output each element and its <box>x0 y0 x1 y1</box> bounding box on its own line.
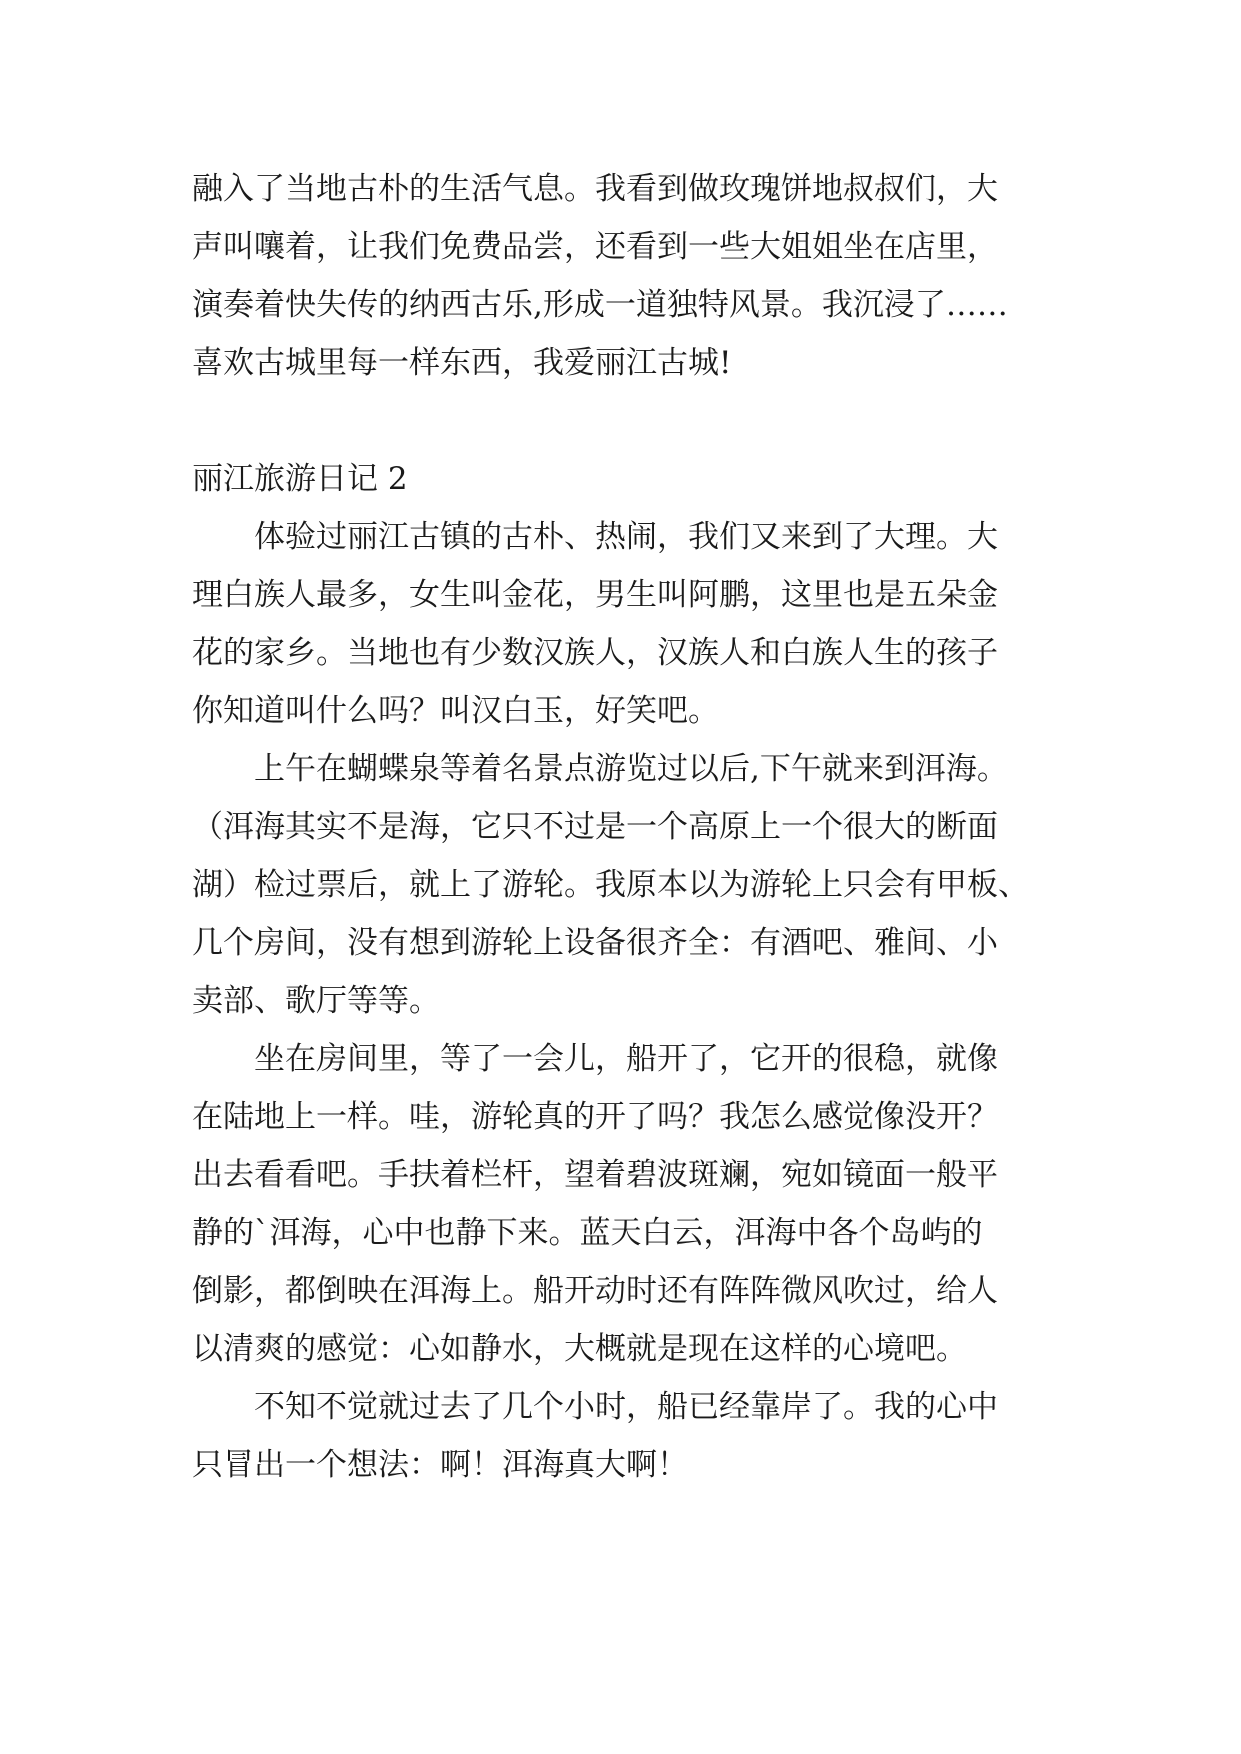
paragraph-erhai-cruise <box>192 740 1072 1030</box>
paragraph-dali <box>192 508 1072 740</box>
text-line: 喜欢古城里每一样东西，我爱丽江古城! <box>192 345 732 381</box>
text-line: 静的`洱海，心中也静下来。蓝天白云，洱海中各个岛屿的 <box>192 1215 983 1251</box>
text-line: 卖部、歌厅等等。 <box>192 983 440 1019</box>
text-line: 体验过丽江古镇的古朴、热闹，我们又来到了大理。大 <box>254 519 998 555</box>
text-line: 演奏着快失传的纳西古乐,形成一道独特风景。我沉浸了…… <box>192 287 1008 323</box>
text-line: 只冒出一个想法：啊！洱海真大啊！ <box>192 1447 688 1483</box>
paragraph-gap <box>192 392 1072 450</box>
text-line: 融入了当地古朴的生活气息。我看到做玫瑰饼地叔叔们，大 <box>192 171 998 207</box>
text-line: 以清爽的感觉：心如静水，大概就是现在这样的心境吧。 <box>192 1331 967 1367</box>
text-line: 倒影，都倒映在洱海上。船开动时还有阵阵微风吹过，给人 <box>192 1273 998 1309</box>
text-line: 花的家乡。当地也有少数汉族人，汉族人和白族人生的孩子 <box>192 635 998 671</box>
text-line: 理白族人最多，女生叫金花，男生叫阿鹏，这里也是五朵金 <box>192 577 998 613</box>
text-line: （洱海其实不是海，它只不过是一个高原上一个很大的断面 <box>192 809 998 845</box>
text-line: 上午在蝴蝶泉等着名景点游览过以后,下午就来到洱海。 <box>254 751 1008 787</box>
text-line: 几个房间，没有想到游轮上设备很齐全：有酒吧、雅间、小 <box>192 925 998 961</box>
document-body <box>192 160 1072 1494</box>
text-line: 出去看看吧。手扶着栏杆，望着碧波斑斓，宛如镜面一般平 <box>192 1157 998 1193</box>
text-line: 声叫嚷着，让我们免费品尝，还看到一些大姐姐坐在店里， <box>192 229 998 265</box>
text-line: 湖）检过票后，就上了游轮。我原本以为游轮上只会有甲板、 <box>192 867 1029 903</box>
text-line: 在陆地上一样。哇，游轮真的开了吗？我怎么感觉像没开？ <box>192 1099 998 1135</box>
paragraph-ending <box>192 1378 1072 1494</box>
text-line: 坐在房间里，等了一会儿，船开了，它开的很稳，就像 <box>254 1041 998 1077</box>
paragraph-on-board <box>192 1030 1072 1378</box>
text-line: 你知道叫什么吗？叫汉白玉，好笑吧。 <box>192 693 719 729</box>
text-line: 不知不觉就过去了几个小时，船已经靠岸了。我的心中 <box>254 1389 998 1425</box>
section-title: 丽江旅游日记 2 <box>192 461 408 497</box>
paragraph-intro <box>192 160 1072 392</box>
